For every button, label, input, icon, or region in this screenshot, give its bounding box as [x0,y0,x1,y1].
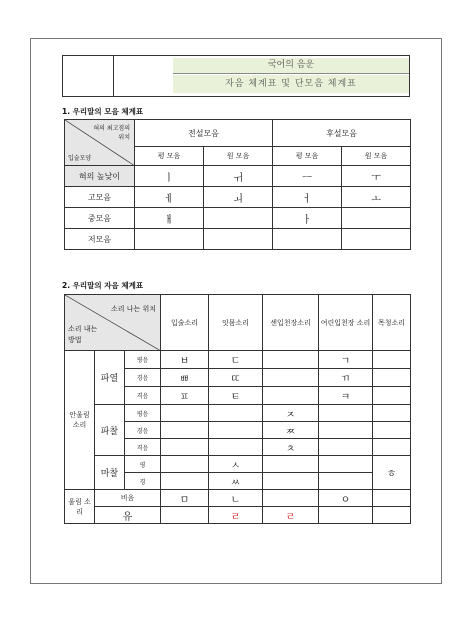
consonant-cell [373,369,411,387]
consonant-cell [319,422,373,439]
consonant-cell: ㄲ [319,369,373,387]
consonant-cell [319,439,373,456]
consonant-cell [373,507,411,524]
consonant-cell: ㄷ [209,351,263,369]
consonant-cell: ㅊ [263,439,319,456]
kind-label: 평음 [125,351,161,369]
consonant-cell: ㅃ [161,369,209,387]
vowel-cell: ㅟ [204,166,273,187]
vowel-cell: ㅏ [273,208,342,229]
kind-label: 비음 [95,490,161,507]
vowel-corner-bottom: 입술모양 [68,155,92,162]
consonant-cell: ㅌ [209,387,263,405]
consonant-section-heading: 2. 우리말의 자음 체계표 [62,281,144,290]
consonant-cell: ㅂ [161,351,209,369]
vowel-cell: ㅓ [273,187,342,208]
vowel-sub-header: 원 모음 [204,147,273,166]
vowel-cell: ㅣ [135,166,204,187]
consonant-cell [263,456,319,473]
consonant-cell: ㄸ [209,369,263,387]
consonant-cell [161,405,209,422]
consonant-col-header: 목청소리 [373,295,411,351]
vowel-sub-header: 원 모음 [342,147,411,166]
consonant-cell: ㄴ [209,490,263,507]
vowel-corner-cell [65,120,135,166]
consonant-cell [263,490,319,507]
consonant-cell [373,490,411,507]
vowel-cell: ㅚ [204,187,273,208]
group-label: 울림 소리 [65,490,95,524]
consonant-cell: ㅅ [209,456,263,473]
consonant-col-header: 센입천장소리 [263,295,319,351]
vowel-cell [273,229,342,250]
consonant-corner-cell [65,295,161,351]
consonant-col-header: 여린입천장 소리 [319,295,373,351]
consonant-cell [263,369,319,387]
vowel-row-label: 혀의 높낮이 [65,166,135,187]
consonant-cell [209,439,263,456]
consonant-cell [319,473,373,490]
sub-label: 파찰 [95,405,125,456]
consonant-cell: ㅇ [319,490,373,507]
header-box [62,55,410,97]
vowel-cell: ㅔ [135,187,204,208]
consonant-cell: ㅁ [161,490,209,507]
consonant-cell: ㅆ [209,473,263,490]
consonant-cell: ㅈ [263,405,319,422]
vowel-cell [204,229,273,250]
vowel-cell: ㅐ [135,208,204,229]
vowel-section-heading: 1. 우리말의 모음 체계표 [62,107,144,116]
consonant-cell [319,456,373,473]
vowel-cell [204,208,273,229]
kind-label: 경음 [125,369,161,387]
consonant-cell: ㄱ [319,351,373,369]
consonant-cell [263,473,319,490]
consonant-cell [209,422,263,439]
kind-label: 경음 [125,422,161,439]
consonant-cell [373,351,411,369]
consonant-cell [373,422,411,439]
vowel-row-label: 중모음 [65,208,135,229]
kind-label: 유 [95,507,161,524]
kind-label: 격음 [125,439,161,456]
consonant-cell [161,439,209,456]
consonant-cell [161,422,209,439]
vowel-front-header: 전설모음 [135,120,273,147]
vowel-cell: ㅡ [273,166,342,187]
vowel-cell: ㅜ [342,166,411,187]
consonant-cell [319,405,373,422]
consonant-cell: ㅎ [373,456,411,490]
vowel-table [64,119,411,250]
consonant-cell [161,473,209,490]
consonant-col-header: 입술소리 [161,295,209,351]
sub-label: 마찰 [95,456,125,490]
vowel-back-header: 후설모음 [273,120,411,147]
vowel-cell [342,208,411,229]
header-title: 국어의 음운 [173,58,409,74]
consonant-cell [319,507,373,524]
consonant-corner-top: 소리 나는 위치 [110,305,157,313]
consonant-cell: ㄹ [263,507,319,524]
header-subtitle: 자음 체계표 및 단모음 체계표 [173,75,409,93]
consonant-table [64,294,411,524]
consonant-cell: ㄹ [209,507,263,524]
header-blank-cell [63,56,114,96]
vowel-cell [342,229,411,250]
consonant-corner-bottom: 소리 내는 방법 [68,325,98,344]
consonant-cell: ㅍ [161,387,209,405]
consonant-cell: ㅉ [263,422,319,439]
vowel-cell [135,229,204,250]
consonant-cell: ㅋ [319,387,373,405]
consonant-cell [263,387,319,405]
consonant-cell [373,439,411,456]
consonant-cell [209,405,263,422]
consonant-col-header: 잇몸소리 [209,295,263,351]
kind-label: 평음 [125,405,161,422]
consonant-cell [161,507,209,524]
consonant-cell [373,387,411,405]
sub-label: 파열 [95,351,125,405]
kind-label: 격음 [125,387,161,405]
vowel-row-label: 저모음 [65,229,135,250]
vowel-cell: ㅗ [342,187,411,208]
vowel-corner-top: 혀의 최고점의 위치 [93,125,130,141]
kind-label: 평 [125,456,161,473]
vowel-row-label: 고모음 [65,187,135,208]
group-label: 안울림 소리 [65,351,95,490]
vowel-sub-header: 평 모음 [273,147,342,166]
consonant-cell [263,351,319,369]
consonant-cell [373,405,411,422]
kind-label: 경 [125,473,161,490]
vowel-sub-header: 평 모음 [135,147,204,166]
consonant-cell [161,456,209,473]
